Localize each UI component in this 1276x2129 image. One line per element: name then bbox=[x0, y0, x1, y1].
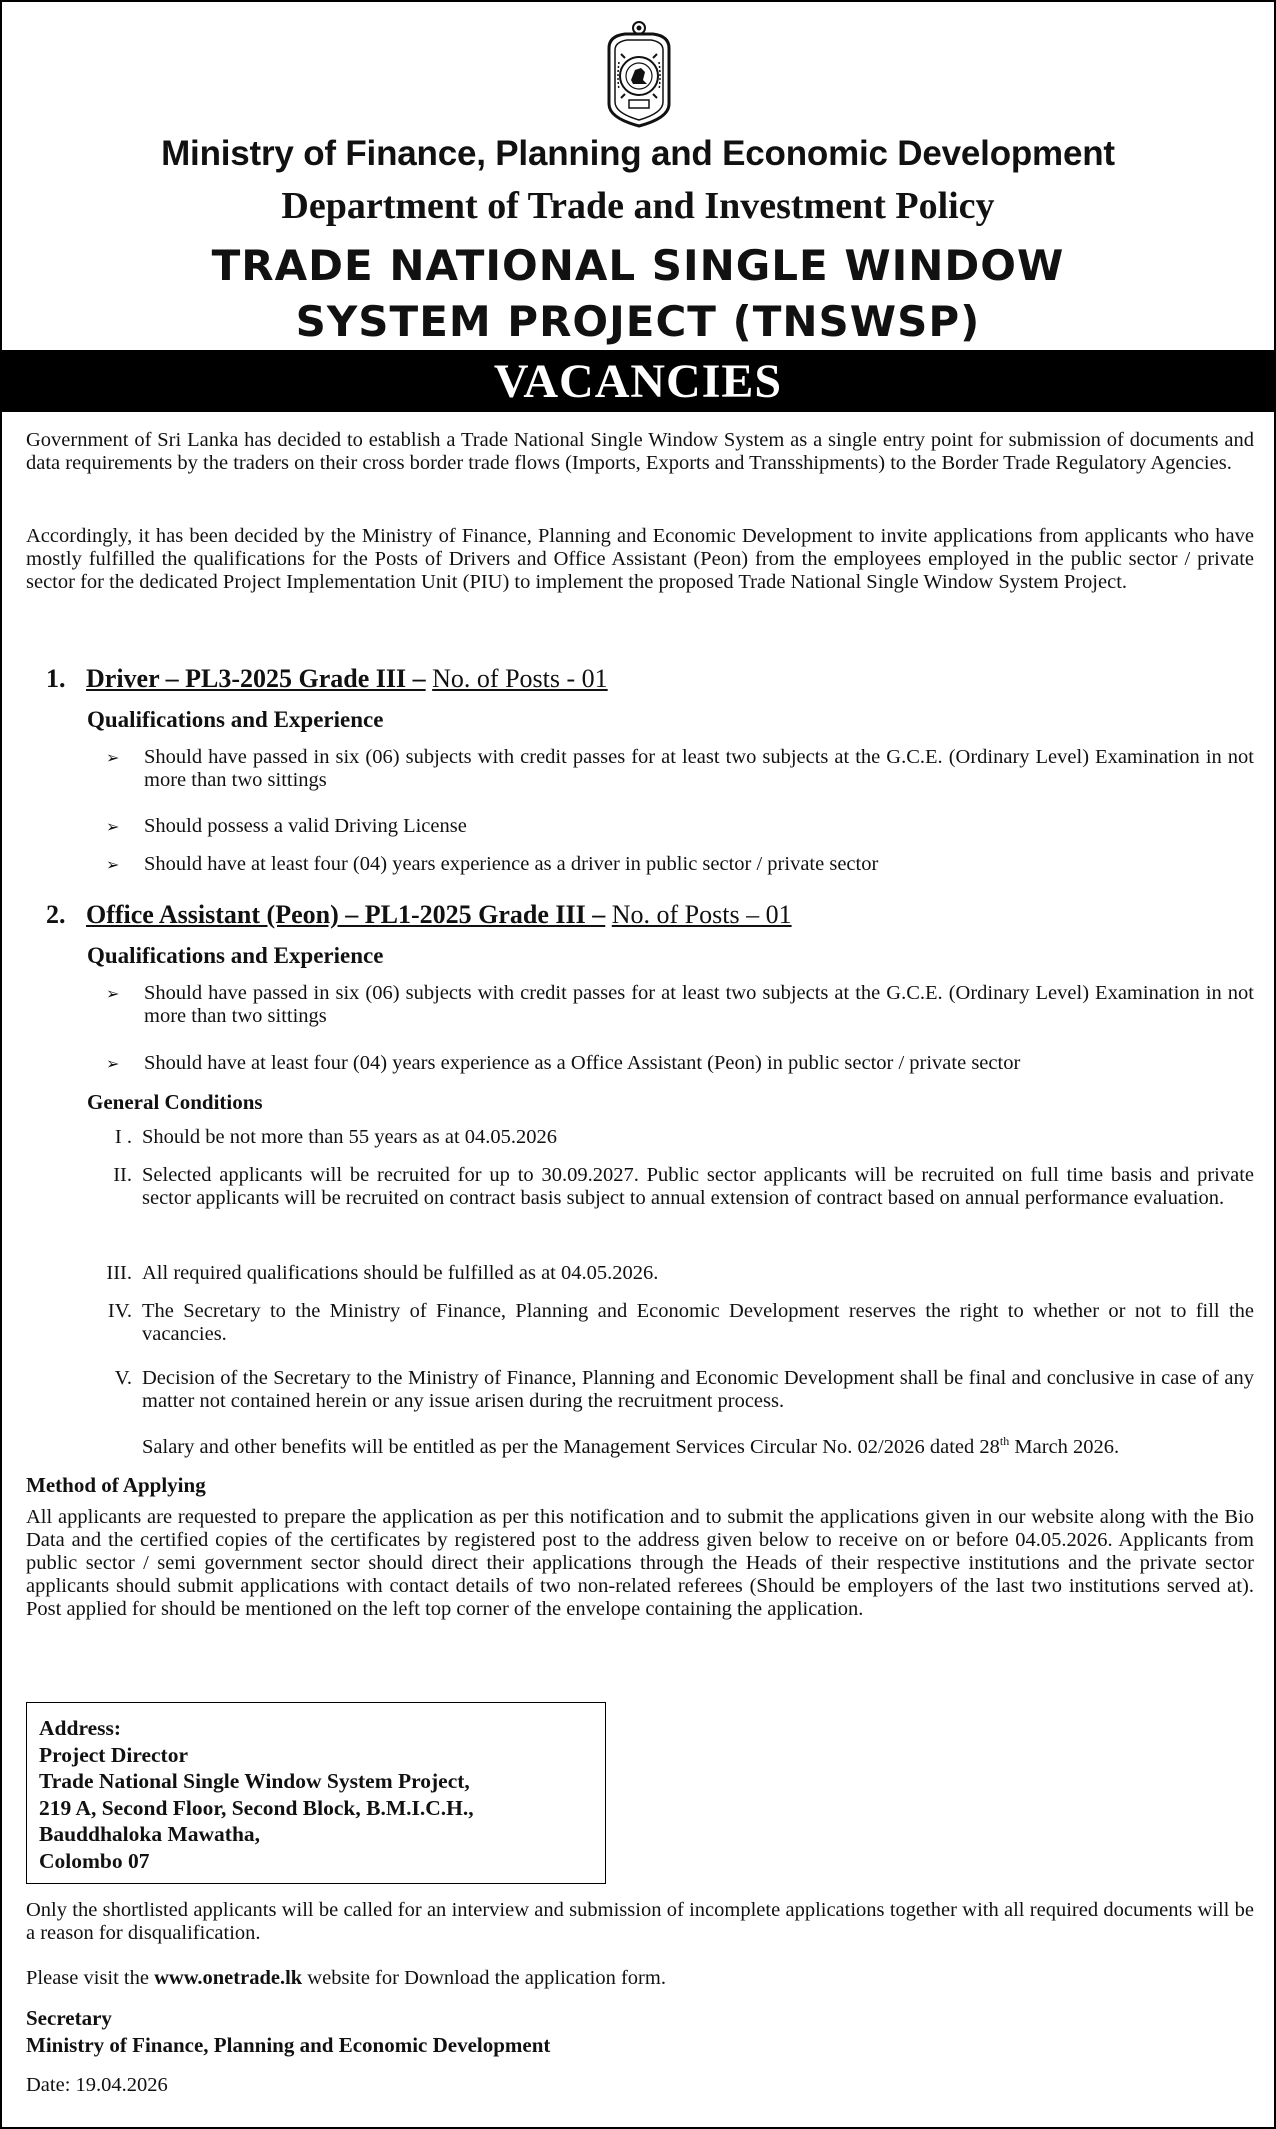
salary-note-sup: th bbox=[999, 1434, 1010, 1449]
address-line-2: Project Director bbox=[39, 1742, 189, 1767]
project-heading bbox=[2, 238, 1274, 350]
condition-4-text: The Secretary to the Ministry of Finance, Planning and Economic Development reserves the right to whether or not to fill the vacancies. bbox=[142, 1300, 1254, 1345]
post-2-item-2 bbox=[106, 1052, 1254, 1075]
arrow-bullet-icon: ➢ bbox=[106, 817, 120, 836]
method-paragraph: All applicants are requested to prepare the application as per this notification and to submit the applications given in our website along with the Bio Data and the certified copies of the certificates by registered post to the address given below to receive on or before 04.05.2026. Applicants from public sector / semi government sector should direct their applications through the Heads of their respective institutions and the private sector applicants should submit applications with contact details of two non-related referees (Should be employers of the last two institutions served at). Post applied for should be mentioned on the left top corner of the envelope containing the application. bbox=[26, 1506, 1254, 1620]
address-line-1: Address: bbox=[39, 1716, 122, 1740]
condition-1-text: Should be not more than 55 years as at 04.05.2026 bbox=[142, 1126, 558, 1148]
condition-5-number: V. bbox=[114, 1367, 132, 1389]
arrow-bullet-icon: ➢ bbox=[106, 748, 120, 767]
post-1-item-3 bbox=[106, 853, 1254, 876]
department-heading: Department of Trade and Investment Policy bbox=[281, 185, 995, 227]
condition-1-number: I . bbox=[114, 1126, 132, 1148]
post-2-number: 2. bbox=[46, 900, 66, 929]
visit-paragraph bbox=[26, 1967, 1254, 1990]
post-2-item-1 bbox=[106, 982, 1254, 1028]
post-1-item-2 bbox=[106, 815, 1254, 838]
intro-paragraph-1: Government of Sri Lanka has decided to establish a Trade National Single Window System as a single entry point for submission of documents and data requirements by the traders on their cross border trade flows (Imports, Exports and Transshipments) to the Border Trade Regulatory Agencies. bbox=[26, 429, 1254, 474]
condition-3 bbox=[92, 1262, 1254, 1285]
post-1-qual-heading: Qualifications and Experience bbox=[87, 707, 384, 732]
post-1-item-1-text: Should have passed in six (06) subjects with credit passes for at least two subjects at the G.C.E. (Ordinary Level) Examination in not more than two sittings bbox=[144, 746, 1254, 791]
project-heading-line2: SYSTEM PROJECT (TNSWSP) bbox=[295, 297, 981, 346]
signer-organisation: Ministry of Finance, Planning and Economic Development bbox=[26, 2033, 551, 2057]
address-line-6: Colombo 07 bbox=[39, 1848, 150, 1873]
address-box bbox=[26, 1702, 606, 1884]
condition-2-number: II. bbox=[113, 1164, 132, 1186]
condition-5 bbox=[92, 1367, 1254, 1413]
condition-4 bbox=[92, 1300, 1254, 1346]
post-1-count: No. of Posts - 01 bbox=[432, 664, 608, 693]
website-link[interactable]: www.onetrade.lk bbox=[154, 1967, 303, 1989]
post-2-item-1-text: Should have passed in six (06) subjects with credit passes for at least two subjects at the G.C.E. (Ordinary Level) Examination in not more than two sittings bbox=[144, 982, 1254, 1027]
method-heading: Method of Applying bbox=[26, 1473, 206, 1497]
arrow-bullet-icon: ➢ bbox=[106, 984, 120, 1003]
post-1-item-2-text: Should possess a valid Driving License bbox=[144, 815, 467, 837]
condition-1 bbox=[92, 1126, 1254, 1149]
sri-lanka-emblem-icon bbox=[595, 18, 683, 130]
condition-5-text: Decision of the Secretary to the Ministry of Finance, Planning and Economic Development shall be final and conclusive in case of any matter not contained herein or any issue arisen during the recruitment process. bbox=[142, 1367, 1254, 1412]
visit-text-post: website for Download the application form. bbox=[302, 1967, 666, 1989]
salary-note-end: March 2026. bbox=[1009, 1436, 1120, 1458]
condition-2-text: Selected applicants will be recruited for up to 30.09.2027. Public sector applicants will be recruited on full time basis and private sector applicants will be recruited on contract basis subject to annual extension of contract based on annual performance evaluation. bbox=[142, 1164, 1254, 1209]
post-1-heading bbox=[46, 664, 608, 694]
post-2-count: No. of Posts – 01 bbox=[611, 900, 792, 929]
salary-note-text: Salary and other benefits will be entitled as per the Management Services Circular No. 02/2026 dated 28 bbox=[142, 1436, 1000, 1458]
post-2-heading bbox=[46, 900, 792, 930]
condition-2 bbox=[92, 1164, 1254, 1210]
address-line-3: Trade National Single Window System Project, bbox=[39, 1769, 470, 1793]
visit-text-pre: Please visit the bbox=[26, 1967, 155, 1989]
post-1-title: Driver – PL3-2025 Grade III – bbox=[86, 664, 426, 693]
condition-3-number: III. bbox=[106, 1262, 132, 1284]
arrow-bullet-icon: ➢ bbox=[106, 1054, 120, 1073]
address-line-4: 219 A, Second Floor, Second Block, B.M.I.C.H., bbox=[39, 1795, 474, 1820]
vacancies-banner bbox=[2, 350, 1274, 412]
vacancies-banner-text: VACANCIES bbox=[493, 354, 783, 408]
address-line-5: Bauddhaloka Mawatha, bbox=[39, 1822, 261, 1846]
post-2-title: Office Assistant (Peon) – PL1-2025 Grade III – bbox=[86, 900, 606, 929]
post-2-item-2-text: Should have at least four (04) years experience as a Office Assistant (Peon) in public sector / private sector bbox=[144, 1052, 1021, 1074]
post-1-item-3-text: Should have at least four (04) years experience as a driver in public sector / private sector bbox=[144, 853, 879, 875]
post-1-item-1 bbox=[106, 746, 1254, 792]
shortlist-paragraph: Only the shortlisted applicants will be called for an interview and submission of incomplete applications together with all required documents will be a reason for disqualification. bbox=[26, 1899, 1254, 1944]
emblem-graphic bbox=[595, 18, 683, 130]
post-1-number: 1. bbox=[46, 664, 66, 693]
ministry-heading: Ministry of Finance, Planning and Economic Development bbox=[161, 134, 1115, 173]
signer-title: Secretary bbox=[26, 2006, 112, 2030]
notice-date: Date: 19.04.2026 bbox=[26, 2074, 168, 2096]
project-heading-line1: TRADE NATIONAL SINGLE WINDOW bbox=[211, 241, 1065, 290]
condition-3-text: All required qualifications should be fulfilled as at 04.05.2026. bbox=[142, 1262, 659, 1284]
post-2-qual-heading: Qualifications and Experience bbox=[87, 943, 384, 968]
salary-note bbox=[142, 1436, 1254, 1459]
arrow-bullet-icon: ➢ bbox=[106, 855, 120, 874]
intro-paragraph-2: Accordingly, it has been decided by the Ministry of Finance, Planning and Economic Development to invite applications from applicants who have mostly fulfilled the qualifications for the Posts of Drivers and Office Assistant (Peon) from the employees employed in the public sector / private sector for the dedicated Project Implementation Unit (PIU) to implement the proposed Trade National Single Window System Project. bbox=[26, 525, 1254, 593]
condition-4-number: IV. bbox=[107, 1300, 132, 1322]
general-conditions-heading: General Conditions bbox=[87, 1090, 263, 1114]
